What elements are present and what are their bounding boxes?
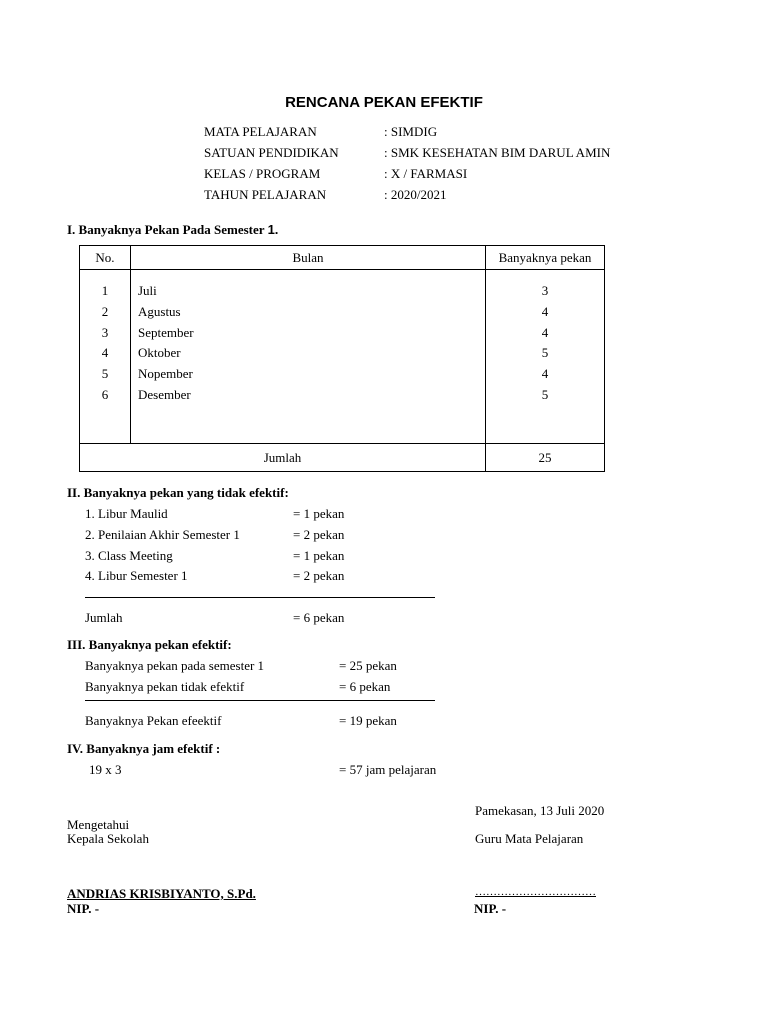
non-effective-item-label: 3. Class Meeting bbox=[85, 548, 173, 563]
kepala-sekolah-label: Kepala Sekolah bbox=[67, 831, 149, 846]
table-cell-bulan: Desember bbox=[138, 386, 191, 402]
info-label-tahun-pelajaran: TAHUN PELAJARAN bbox=[204, 187, 327, 202]
effective-item-label: Banyaknya pekan tidak efektif bbox=[85, 679, 245, 694]
semester-weeks-table bbox=[79, 245, 605, 472]
table-cell-pekan: 4 bbox=[541, 303, 549, 319]
non-effective-item-label: 4. Libur Semester 1 bbox=[85, 568, 188, 583]
info-value-kelas-program: : X / FARMASI bbox=[384, 166, 468, 181]
header-banyaknya-pekan: Banyaknya pekan bbox=[486, 246, 605, 270]
table-cell-bulan: Juli bbox=[138, 283, 157, 298]
non-effective-item-label: 1. Libur Maulid bbox=[85, 506, 168, 521]
table-cell-bulan: September bbox=[138, 324, 194, 340]
section4-calc: 19 x 3 bbox=[89, 762, 122, 777]
info-value-satuan-pendidikan: : SMK KESEHATAN BIM DARUL AMIN bbox=[384, 145, 611, 160]
table-cell-bulan: Oktober bbox=[138, 345, 181, 361]
section2-total-label: Jumlah bbox=[85, 610, 123, 625]
section3-heading: III. Banyaknya pekan efektif: bbox=[67, 637, 232, 652]
effective-item-value: = 6 pekan bbox=[339, 679, 391, 694]
table-cell-pekan: 5 bbox=[541, 345, 549, 361]
table-cell-bulan: Agustus bbox=[138, 303, 181, 319]
total-label: Jumlah bbox=[80, 444, 486, 472]
table-cell-pekan: 4 bbox=[541, 324, 549, 340]
non-effective-item-value: = 1 pekan bbox=[293, 548, 345, 563]
non-effective-item-value: = 2 pekan bbox=[293, 527, 345, 542]
table-cell-no: 4 bbox=[101, 345, 109, 361]
guru-mata-pelajaran-label: Guru Mata Pelajaran bbox=[475, 831, 584, 846]
table-cell-no: 2 bbox=[101, 303, 109, 319]
principal-name: ANDRIAS KRISBIYANTO, S.Pd. bbox=[67, 886, 256, 901]
effective-item-value: = 25 pekan bbox=[339, 658, 397, 673]
section2-divider bbox=[85, 597, 435, 598]
header-no: No. bbox=[80, 246, 131, 270]
pekan-column bbox=[486, 270, 605, 444]
principal-nip: NIP. - bbox=[67, 901, 100, 916]
section3-divider bbox=[85, 700, 435, 701]
table-cell-pekan: 4 bbox=[541, 366, 549, 382]
info-label-kelas-program: KELAS / PROGRAM bbox=[204, 166, 321, 181]
non-effective-item-value: = 1 pekan bbox=[293, 506, 345, 521]
info-value-mata-pelajaran: : SIMDIG bbox=[384, 124, 438, 139]
section3-total-label: Banyaknya Pekan efeektif bbox=[85, 713, 222, 728]
bulan-column bbox=[131, 270, 486, 444]
section4-heading: IV. Banyaknya jam efektif : bbox=[67, 741, 221, 756]
mengetahui-label: Mengetahui bbox=[67, 817, 130, 832]
document-title: RENCANA PEKAN EFEKTIF bbox=[285, 94, 483, 111]
place-date: Pamekasan, 13 Juli 2020 bbox=[475, 803, 605, 818]
table-cell-no: 6 bbox=[101, 386, 109, 402]
section4-value: = 57 jam pelajaran bbox=[339, 762, 437, 777]
teacher-nip: NIP. - bbox=[474, 901, 507, 916]
table-header-row bbox=[80, 246, 605, 270]
table-cell-no: 1 bbox=[101, 283, 109, 298]
no-column bbox=[80, 270, 131, 444]
table-body-row bbox=[80, 270, 605, 444]
table-total-row bbox=[80, 444, 605, 472]
section2-heading: II. Banyaknya pekan yang tidak efektif: bbox=[67, 485, 289, 500]
section1-heading bbox=[67, 222, 278, 238]
table-cell-no: 3 bbox=[101, 324, 109, 340]
non-effective-item-value: = 2 pekan bbox=[293, 568, 345, 583]
table-cell-no: 5 bbox=[101, 366, 109, 382]
section1-heading-number: 1. bbox=[267, 222, 279, 237]
section1-heading-text: I. Banyaknya Pekan Pada Semester bbox=[67, 222, 268, 237]
info-value-tahun-pelajaran: : 2020/2021 bbox=[384, 187, 447, 202]
header-bulan: Bulan bbox=[131, 246, 486, 270]
teacher-name-placeholder: …………………………… bbox=[475, 886, 596, 898]
info-label-satuan-pendidikan: SATUAN PENDIDIKAN bbox=[204, 145, 339, 160]
table-cell-pekan: 5 bbox=[541, 386, 549, 402]
table-cell-bulan: Nopember bbox=[138, 366, 193, 382]
non-effective-item-label: 2. Penilaian Akhir Semester 1 bbox=[85, 527, 240, 542]
total-value: 25 bbox=[486, 444, 605, 472]
effective-item-label: Banyaknya pekan pada semester 1 bbox=[85, 658, 265, 673]
section3-total-value: = 19 pekan bbox=[339, 713, 397, 728]
info-label-mata-pelajaran: MATA PELAJARAN bbox=[204, 124, 317, 139]
section2-total-value: = 6 pekan bbox=[293, 610, 345, 625]
table-cell-pekan: 3 bbox=[541, 283, 549, 298]
